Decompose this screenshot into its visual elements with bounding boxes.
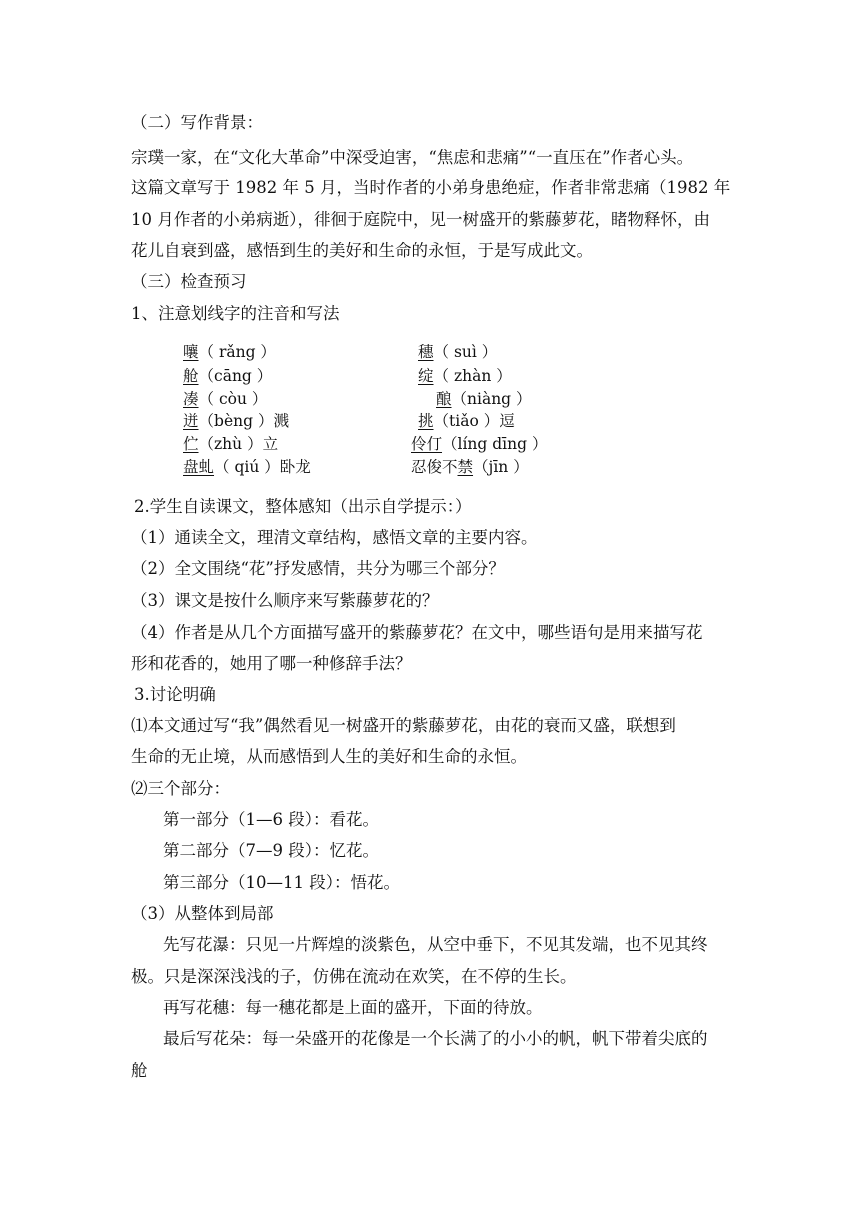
pinyin-note: （jīn ） [473, 458, 529, 476]
pinyin-note: （niàng ） [451, 390, 532, 408]
section-heading-preview: （三）检查预习 [131, 272, 247, 291]
pinyin-after: 卧龙 [279, 458, 311, 476]
pinyin-after: 立 [262, 435, 279, 453]
underlined-char: 酿 [436, 390, 452, 408]
pinyin-note: （zhù ） [198, 435, 263, 453]
underlined-char: 伶仃 [411, 435, 443, 453]
discussion-paragraph-3a: 最后写花朵：每一朵盛开的花像是一个长满了的小小的帆，帆下带着尖底的 [163, 1029, 708, 1048]
pinyin-entry [436, 389, 532, 409]
discussion-part-1: 第一部分（1—6 段）：看花。 [163, 810, 379, 829]
pinyin-note: （líng dīng ） [442, 435, 548, 453]
discussion-part-2: 第二部分（7—9 段）：忆花。 [163, 841, 379, 860]
pinyin-prefix: 忍俊不 [411, 458, 458, 476]
discussion-paragraph-3b: 舱 [131, 1061, 148, 1080]
pinyin-entry [411, 434, 547, 454]
background-line-2: 这篇文章写于 1982 年 5 月，当时作者的小弟身患绝症，作者非常悲痛（1982 年 [131, 178, 731, 197]
underlined-char: 嚷 [183, 343, 199, 361]
discussion-paragraph-2: 再写花穗：每一穗花都是上面的盛开，下面的待放。 [163, 998, 543, 1017]
discussion-paragraph-1b: 极。只是深深浅浅的子，仿佛在流动在欢笑，在不停的生长。 [131, 967, 577, 986]
pinyin-after: 逗 [499, 412, 515, 430]
selfstudy-question-2: （2）全文围绕“花”抒发感情，共分为哪三个部分？ [131, 559, 505, 578]
discussion-answer-1a: ⑴本文通过写“我”偶然看见一树盛开的紫藤萝花，由花的衰而又盛，联想到 [131, 716, 676, 735]
pinyin-entry [183, 434, 278, 454]
underlined-char: 挑 [418, 412, 434, 430]
selfstudy-question-4a: （4）作者是从几个方面描写盛开的紫藤萝花？在文中，哪些语句是用来描写花 [131, 623, 703, 642]
underlined-char: 舱 [183, 367, 199, 385]
underlined-char: 绽 [418, 367, 434, 385]
discussion-part-3: 第三部分（10—11 段）：悟花。 [163, 873, 400, 892]
pinyin-entry [418, 366, 512, 386]
discussion-paragraph-1a: 先写花瀑：只见一片辉煌的淡紫色，从空中垂下，不见其发端，也不见其终 [163, 935, 708, 954]
selfstudy-heading: 2.学生自读课文，整体感知（出示自学提示：） [134, 497, 472, 516]
pinyin-entry [183, 389, 267, 409]
pinyin-note: （ qiú ） [214, 458, 280, 476]
pinyin-note: （cāng ） [198, 367, 273, 385]
selfstudy-question-4b: 形和花香的，她用了哪一种修辞手法？ [131, 654, 412, 673]
pinyin-note: （ còu ） [198, 390, 268, 408]
pinyin-after: 溅 [273, 412, 289, 430]
discussion-heading: 3.讨论明确 [134, 685, 216, 704]
underlined-char: 盘虬 [183, 458, 215, 476]
background-line-3: 10 月作者的小弟病逝），徘徊于庭院中，见一树盛开的紫藤萝花，睹物释怀，由 [131, 210, 710, 229]
preview-item-1: 1、注意划线字的注音和写法 [131, 304, 340, 323]
pinyin-note: （tiǎo ） [433, 412, 500, 430]
section-heading-background: （二）写作背景： [131, 113, 263, 132]
pinyin-entry [418, 342, 497, 362]
underlined-char: 穗 [418, 343, 434, 361]
background-line-1: 宗璞一家，在“文化大革命”中深受迫害，“焦虑和悲痛”“一直压在”作者心头。 [131, 148, 694, 167]
pinyin-entry [183, 457, 311, 477]
selfstudy-question-3: （3）课文是按什么顺序来写紫藤萝花的？ [131, 591, 439, 610]
pinyin-entry [418, 411, 515, 431]
underlined-char: 伫 [183, 435, 199, 453]
underlined-char: 禁 [457, 458, 474, 476]
discussion-answer-3: （3）从整体到局部 [131, 904, 274, 923]
underlined-char: 迸 [183, 412, 199, 430]
pinyin-note: （ suì ） [433, 343, 498, 361]
underlined-char: 凑 [183, 390, 199, 408]
pinyin-entry [183, 366, 272, 386]
pinyin-note: （bèng ） [198, 412, 274, 430]
pinyin-note: （ rǎng ） [198, 343, 276, 361]
selfstudy-question-1: （1）通读全文，理清文章结构，感悟文章的主要内容。 [131, 528, 538, 547]
pinyin-entry [183, 342, 276, 362]
discussion-answer-1b: 生命的无止境，从而感悟到人生的美好和生命的永恒。 [131, 747, 527, 766]
background-line-4: 花儿自衰到盛，感悟到生的美好和生命的永恒，于是写成此文。 [131, 241, 593, 260]
pinyin-note: （ zhàn ） [433, 367, 512, 385]
discussion-answer-2: ⑵三个部分： [131, 779, 230, 798]
pinyin-entry [183, 411, 289, 431]
pinyin-entry [411, 457, 529, 477]
